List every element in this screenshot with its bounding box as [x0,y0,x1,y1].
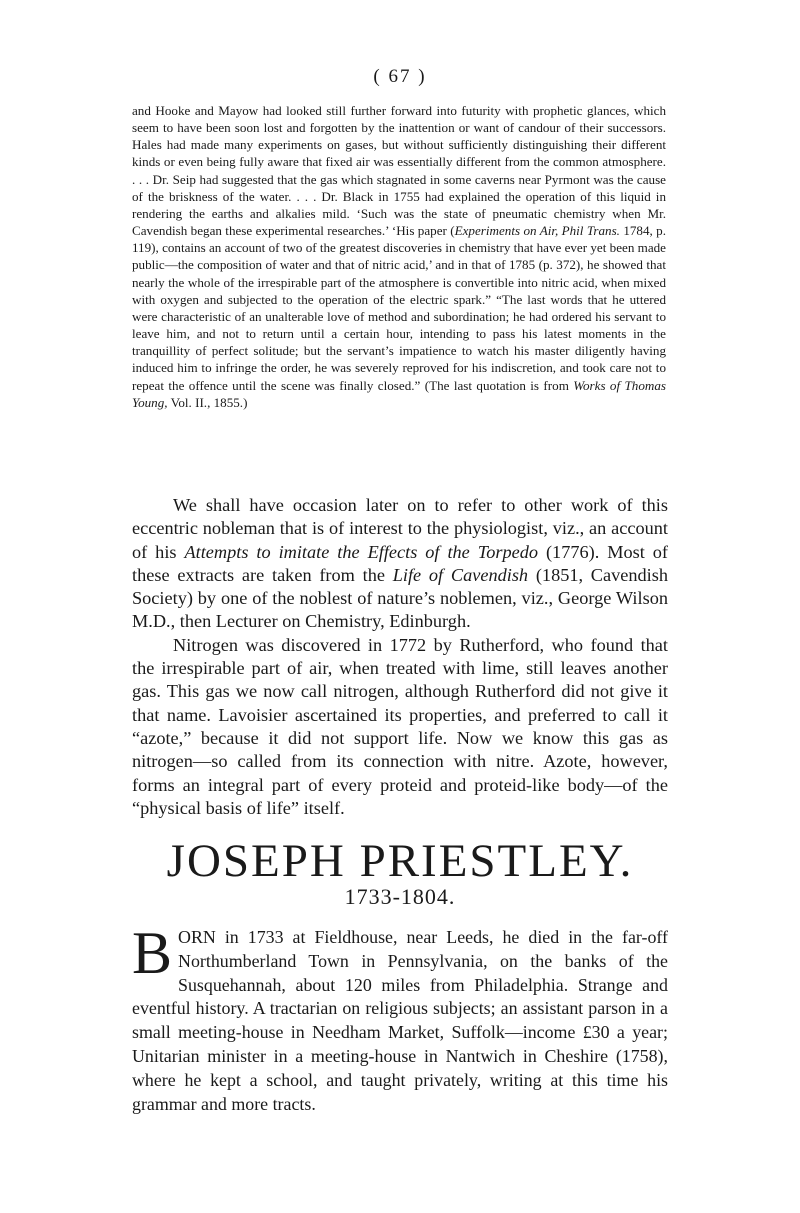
section-heading: JOSEPH PRIESTLEY. [166,835,634,887]
quotation-intro: and Hooke and Mayow had looked still further forward into futurity with prophetic glances, which seem to have been soon lost and forgotten by the inattention or want of candour of their successors. Hales had made many experiments on gases, but without sufficiently distinguishing their different kinds or even being fully aware that fixed air was essentially different from the common atmosphere. . . . Dr. Seip had suggested that the gas which stagnated in some caverns near Pyrmont was the cause of the briskness of the water. . . . Dr. Black in 1755 had explained the operation of this liquid in rendering the earths and alkalies mild. ‘Such was the state of pneumatic chemistry when Mr. Cavendish began these experimental researches.’ ‘His paper ( [132,103,666,239]
biography-text: in 1733 at Fieldhouse, near Leeds, he died in the far-off Northumberland Town in Pennsylvania, on the banks of the Susquehannah, about 120 miles from Philadelphia. Strange and eventful history. A tractarian on religious subjects; an assistant parson in a small meeting-house in Needham Market, Suffolk—income £30 a year; Unitarian minister in a meeting-house in Nantwich in Cheshire (1758), where he kept a school, and taught privately, writing at this time his grammar and more tracts. [132,927,668,1114]
drop-cap: B [132,920,173,986]
quotation-source-italic: Works of Thomas Young, [132,377,666,410]
work-title-torpedo: Attempts to imitate the Effects of the Torpedo [184,541,539,562]
quotation-paragraph [132,102,666,411]
biography-paragraph [132,920,668,1116]
paragraph-text: (1851, Cavendish Society) by one of the noblest of nature’s noblemen, viz., George Wilson M.D., then Lecturer on Chemistry, Edinburgh. [132,564,668,632]
paragraph-text: We shall have occasion later on to refer to other work of this eccentric nobleman that is of interest to the physiologist, viz., an account of his [132,495,668,562]
quotation-end: Vol. II., 1855.) [167,394,248,410]
body-text [132,494,668,820]
paragraph-text: (1776). Most of these extracts are taken from the [132,541,668,585]
page-number: ( 67 ) [373,66,427,87]
quotation-citation-italic: Experiments on Air, Phil Trans. [454,223,620,239]
work-title-life-of-cavendish: Life of Cavendish [392,564,529,585]
priestley-biography [132,920,668,1116]
opening-smallcaps: ORN [178,927,216,947]
paragraph-cavendish [132,494,668,634]
quotation-block [132,102,666,411]
quotation-main: 1784, p. 119), contains an account of two of the greatest discoveries in chemistry that have ever yet been made public—the composition of water and that of nitric acid,’ and in that of 1785 (p. 372), he showed that nearly the whole of the irrespirable part of the atmosphere is convertible into nitric acid, when mixed with oxygen and subjected to the operation of the electric spark.” “The last words that he uttered were characteristic of an unalterable love of method and subordination; he had ordered his servant to leave him, and not to return until a certain hour, intending to pass his latest moments in the tranquillity of perfect solitude; but the servant’s impatience to watch his master diligently having induced him to infringe the order, he was severely reproved for his indiscretion, and took care not to repeat the offence until the scene was finally closed.” (The last quotation is from [132,223,666,393]
section-years: 1733-1804. [344,884,456,909]
paragraph-nitrogen: Nitrogen was discovered in 1772 by Rutherford, who found that the irrespirable part of air, when treated with lime, still leaves another gas. This gas we now call nitrogen, although Rutherford did not give it that name. Lavoisier ascertained its properties, and preferred to call it “azote,” because it did not support life. Now we know this gas as nitrogen—so called from its connection with nitre. Azote, however, forms an integral part of every proteid and proteid-like body—of the “physical basis of life” itself. [132,634,668,818]
